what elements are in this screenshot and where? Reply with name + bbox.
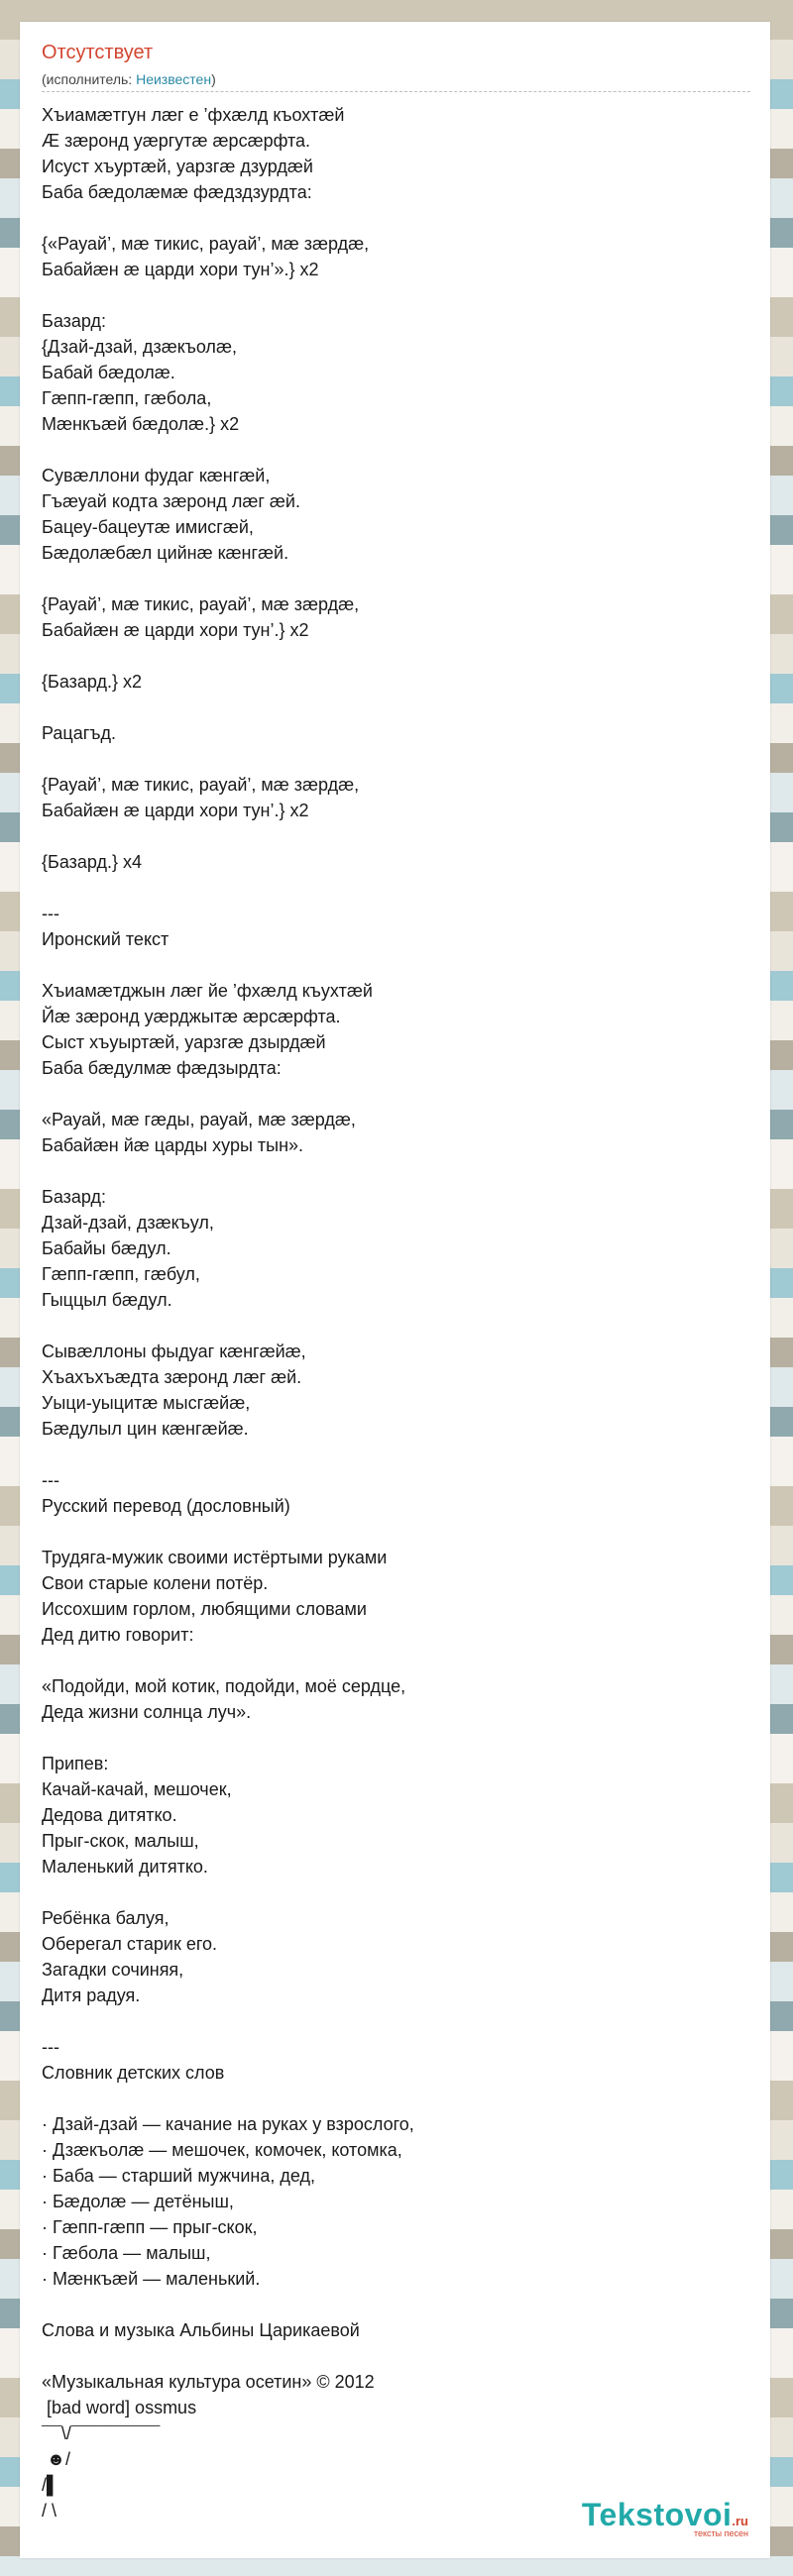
- lyric-line: Бабайы бæдул.: [42, 1238, 171, 1258]
- lyric-line: Бабайæн æ царди хори тун’.} x2: [42, 801, 309, 820]
- lyric-line: {Базард.} x2: [42, 672, 143, 692]
- lyric-line: Русский перевод (дословный): [42, 1496, 290, 1516]
- lyric-line: Гыццыл бæдул.: [42, 1290, 172, 1310]
- song-title[interactable]: Отсутствует: [42, 42, 154, 63]
- lyric-line: Оберегал старик его.: [42, 1934, 218, 1954]
- lyric-line: Качай-качай, мешочек,: [42, 1779, 232, 1799]
- lyric-line: [42, 1081, 750, 1107]
- lyric-line: Бæдолæбæл цийнæ кæнгæй.: [42, 543, 289, 563]
- lyric-line: [42, 1519, 750, 1545]
- lyric-line: Словник детских слов: [42, 2063, 225, 2083]
- lyric-line: Хъахъхъæдта зæронд лæг æй.: [42, 1367, 302, 1387]
- lyric-line: Гæпп-гæпп, гæбул,: [42, 1264, 200, 1284]
- lyric-line: [42, 695, 750, 720]
- lyric-line: Бабай бæдолæ.: [42, 363, 175, 382]
- lyric-line: [42, 746, 750, 772]
- lyric-line: · Дзай-дзай — качание на руках у взрослого,: [42, 2114, 414, 2134]
- lyric-line: Дзай-дзай, дзæкъул,: [42, 1213, 214, 1233]
- lyric-line: Свои старые колени потёр.: [42, 1573, 269, 1593]
- lyric-line: ---: [42, 904, 59, 923]
- lyric-line: [42, 2086, 750, 2111]
- lyric-line: [42, 823, 750, 849]
- lyrics-text: [42, 102, 750, 2523]
- lyric-line: Бабайæн æ царди хори тун’.} x2: [42, 620, 309, 640]
- lyric-line: Ребёнка балуя,: [42, 1908, 170, 1928]
- lyric-line: [42, 205, 750, 231]
- lyric-line: [42, 1648, 750, 1673]
- lyric-line: · Бæдолæ — детёныш,: [42, 2192, 234, 2211]
- lyric-line: Деда жизни солнца луч».: [42, 1702, 252, 1722]
- lyric-line: [bad word] ossmus: [42, 2398, 197, 2417]
- header-divider: [42, 91, 750, 92]
- artist-link[interactable]: Неизвестен: [136, 71, 212, 87]
- lyric-line: · Гæбола — малыш,: [42, 2243, 211, 2263]
- lyric-line: · Дзæкъолæ — мешочек, комочек, котомка,: [42, 2140, 402, 2160]
- lyric-line: Прыг-скок, малыш,: [42, 1831, 199, 1851]
- lyric-line: [42, 1879, 750, 1905]
- artist-line: [42, 71, 216, 87]
- lyric-line: «Подойди, мой котик, подойди, моё сердце,: [42, 1676, 406, 1696]
- logo-tagline: тексты песен: [693, 2528, 748, 2538]
- lyric-line: [42, 2008, 750, 2034]
- lyric-line: {Рауай’, мæ тикис, рауай’, мæ зæрдæ,: [42, 594, 360, 614]
- lyric-line: ☻/: [42, 2449, 70, 2469]
- lyric-line: Дитя радуя.: [42, 1986, 141, 2005]
- lyric-line: · Баба — старший мужчина, дед,: [42, 2166, 315, 2186]
- site-logo[interactable]: [582, 2497, 748, 2538]
- lyric-line: [42, 952, 750, 978]
- lyric-line: Сывæллоны фыдуаг кæнгæйæ,: [42, 1342, 306, 1361]
- logo-text: Tekstovoi: [581, 2497, 733, 2532]
- lyric-line: Слова и музыка Альбины Царикаевой: [42, 2320, 360, 2340]
- lyric-line: «Музыкальная культура осетин» © 2012: [42, 2372, 375, 2392]
- lyric-line: Трудяга-мужик своими истёртыми руками: [42, 1548, 388, 1567]
- lyric-line: [42, 1313, 750, 1339]
- lyric-line: Хъиамæтджын лæг йе ’фхæлд къухтæй: [42, 981, 373, 1001]
- lyric-line: Дед дитю говорит:: [42, 1625, 194, 1645]
- lyric-line: Сыст хъуыртæй, уарзгæ дзырдæй: [42, 1032, 326, 1052]
- lyric-line: Гæпп-гæпп, гæбола,: [42, 388, 212, 408]
- lyric-line: Сувæллони фудаг кæнгæй,: [42, 466, 271, 485]
- lyric-line: Бæдулыл цин кæнгæйæ.: [42, 1419, 249, 1439]
- lyric-line: {Рауай’, мæ тикис, рауай’, мæ зæрдæ,: [42, 775, 360, 795]
- artist-prefix: (исполнитель:: [42, 71, 137, 87]
- lyric-line: [42, 2343, 750, 2369]
- lyric-line: [42, 437, 750, 463]
- lyric-line: Бацеу-бацеутæ имисгæй,: [42, 517, 254, 537]
- lyric-line: {Базард.} x4: [42, 852, 143, 872]
- lyric-line: / \: [42, 2501, 57, 2521]
- lyric-line: · Гæпп-гæпп — прыг-скок,: [42, 2217, 258, 2237]
- lyric-line: ---: [42, 1470, 59, 1490]
- lyric-line: Æ зæронд уæргутæ æрсæрфта.: [42, 131, 311, 151]
- lyric-line: Дедова дитятко.: [42, 1805, 177, 1825]
- lyric-line: [42, 1725, 750, 1751]
- lyric-line: Гъæуай кодта зæронд лæг æй.: [42, 491, 300, 511]
- lyric-line: Уыци-уыцитæ мысгæйæ,: [42, 1393, 251, 1413]
- lyrics-card: [20, 22, 770, 2558]
- lyric-line: Хъиамæтгун лæг е ’фхæлд къохтæй: [42, 105, 345, 125]
- lyric-line: Баба бæдолæмæ фæдздзурдта:: [42, 182, 312, 202]
- lyric-line: {«Рауай’, мæ тикис, рауай’, мæ зæрдæ,: [42, 234, 370, 254]
- lyric-line: [42, 566, 750, 591]
- lyric-line: Базард:: [42, 311, 106, 331]
- lyric-line: [42, 1158, 750, 1184]
- logo-tld: .ru: [732, 2514, 748, 2528]
- lyric-line: Рацагъд.: [42, 723, 117, 743]
- lyric-line: [42, 643, 750, 669]
- lyric-line: Иронский текст: [42, 929, 170, 949]
- lyric-line: [42, 1442, 750, 1467]
- artist-suffix: ): [211, 71, 216, 87]
- lyric-line: Маленький дитятко.: [42, 1857, 208, 1877]
- lyric-line: Мæнкъæй бæдолæ.} x2: [42, 414, 240, 434]
- lyric-line: {Дзай-дзай, дзæкъолæ,: [42, 337, 237, 357]
- lyric-line: [42, 282, 750, 308]
- lyric-line: · Мæнкъæй — маленький.: [42, 2269, 261, 2289]
- lyric-line: /▌: [42, 2475, 59, 2495]
- lyric-line: «Рауай, мæ гæды, рауай, мæ зæрдæ,: [42, 1110, 356, 1129]
- lyric-line: Бабайæн æ царди хори тун’».} x2: [42, 260, 319, 279]
- lyric-line: Йæ зæронд уæрджытæ æрсæрфта.: [42, 1007, 341, 1026]
- lyric-line: ¯¯\/¯¯¯¯¯¯¯¯¯: [42, 2423, 161, 2443]
- lyric-line: Припев:: [42, 1754, 109, 1773]
- lyric-line: Бабайæн йæ царды хуры тын».: [42, 1135, 304, 1155]
- lyric-line: Баба бæдулмæ фæдзырдта:: [42, 1058, 282, 1078]
- lyric-line: Загадки сочиняя,: [42, 1960, 184, 1980]
- lyric-line: ---: [42, 2037, 59, 2057]
- lyric-line: Исуст хъуртæй, уарзгæ дзурдæй: [42, 157, 313, 176]
- lyric-line: Базард:: [42, 1187, 106, 1207]
- lyric-line: [42, 875, 750, 901]
- lyric-line: [42, 2292, 750, 2317]
- lyric-line: Иссохшим горлом, любящими словами: [42, 1599, 367, 1619]
